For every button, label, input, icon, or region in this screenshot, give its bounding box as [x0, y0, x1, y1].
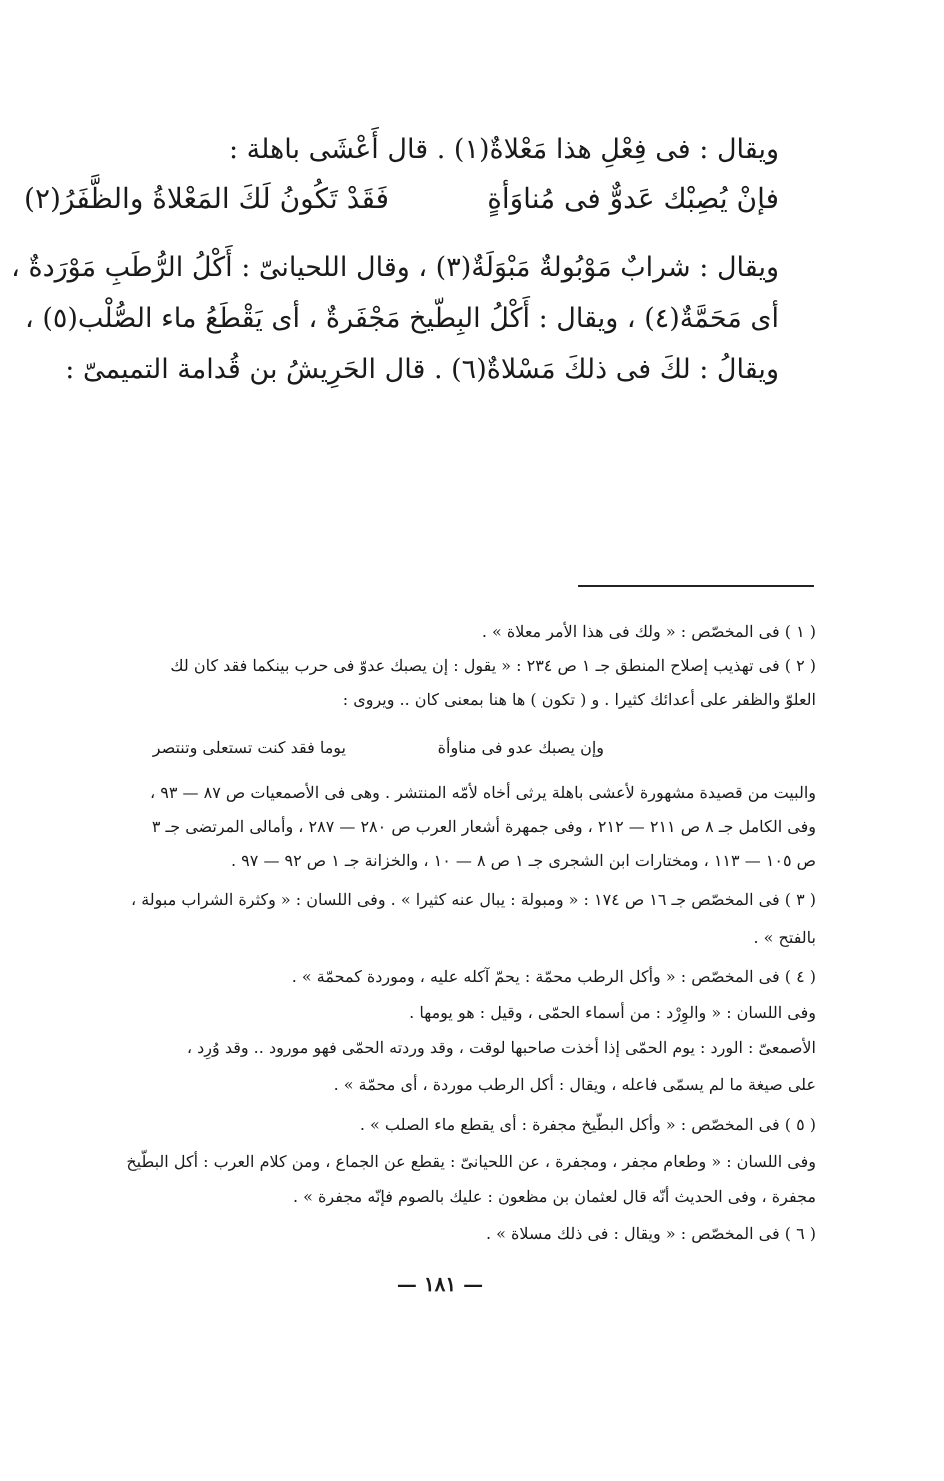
footnote-2-line-3: والبيت من قصيدة مشهورة لأعشى باهلة يرثى أخاه لأمّه المنتشر . وهى فى الأصمعيات ص ٨٧ — ٩٣ ، — [150, 783, 816, 802]
verse-hemistich-second: فَقَدْ تَكُونُ لَكَ المَعْلاةُ والظَّفَرُ(٢) — [24, 182, 389, 215]
main-text-line-4: أى مَحَمَّةٌ(٤) ، ويقال : أَكْلُ البِطّيخ مَجْفَرةٌ ، أى يَقْطَعُ ماء الصُّلْب(٥) ، — [25, 303, 779, 334]
footnote-4-line-2: وفى اللسان : « والوِرْد : من أسماء الحمّى ، وقيل : هو يومها . — [409, 1003, 816, 1022]
footnote-2-line-2: العلوّ والظفر على أعدائك كثيرا . و ( تكون ) ها هنا بمعنى كان .. ويروى : — [342, 690, 816, 709]
page-number: — ١٨١ — — [396, 1272, 484, 1296]
footnote-5-line-1: ( ٥ ) فى المخصّص : « وأكل البطّيخ مجفرة : أى يقطع ماء الصلب » . — [359, 1115, 816, 1134]
main-text-line-3: ويقال : شرابٌ مَوْبُولةٌ مَبْوَلَةٌ(٣) ، وقال اللحيانىّ : أَكْلُ الرُّطَبِ مَوْرَدةٌ ، — [11, 252, 779, 283]
main-verse — [24, 182, 779, 232]
footnote-4-line-1: ( ٤ ) فى المخصّص : « وأكل الرطب محمّة : يحمّ آكله عليه ، وموردة كمحمّة » . — [291, 967, 816, 986]
footnote-verse-hemistich-second: يوما فقد كنت تستعلى وتنتصر — [152, 738, 346, 757]
footnote-3-line-1: ( ٣ ) فى المخصّص جـ ١٦ ص ١٧٤ : « ومبولة : يبال عنه كثيرا » . وفى اللسان : « وكثرة الشراب مبولة ، — [130, 890, 816, 909]
footnote-separator — [578, 585, 814, 587]
footnote-2-verse — [64, 738, 816, 766]
footnote-3-line-2: بالفتح » . — [753, 928, 816, 947]
footnote-verse-hemistich-first: وإن يصبك عدو فى مناوأة — [437, 738, 604, 757]
footnote-2-line-4: وفى الكامل جـ ٨ ص ٢١١ — ٢١٢ ، وفى جمهرة أشعار العرب ص ٢٨٠ — ٢٨٧ ، وأمالى المرتضى جـ ٣ — [151, 817, 816, 836]
footnote-6: ( ٦ ) فى المخصّص : « ويقال : فى ذلك مسلاة » . — [485, 1224, 816, 1243]
main-text-line-5: ويقالُ : لكَ فى ذلكَ مَسْلاةٌ(٦) . قال الحَرِيشُ بن قُدامة التميمىّ : — [65, 354, 779, 385]
footnote-5-line-3: مجفرة ، وفى الحديث أنّه قال لعثمان بن مظعون : عليك بالصوم فإنّه مجفرة » . — [293, 1187, 816, 1206]
main-text-line-1: ويقال : فى فِعْلِ هذا مَعْلاةٌ(١) . قال أَعْشَى باهلة : — [228, 134, 779, 165]
verse-hemistich-first: فإنْ يُصِبْك عَدوٌّ فى مُناوَأةٍ — [487, 182, 779, 215]
footnote-2-line-1: ( ٢ ) فى تهذيب إصلاح المنطق جـ ١ ص ٢٣٤ : « يقول : إن يصبك عدوّ فى حرب بينكما فقد كان لك — [170, 656, 816, 675]
footnote-4-line-4: على صيغة ما لم يسمّى فاعله ، ويقال : أكل الرطب موردة ، أى محمّة » . — [333, 1075, 816, 1094]
footnote-5-line-2: وفى اللسان : « وطعام مجفر ، ومجفرة ، عن اللحيانىّ : يقطع عن الجماع ، ومن كلام العرب : أكل البطّيخ — [126, 1152, 816, 1171]
footnote-2-line-5: ص ١٠٥ — ١١٣ ، ومختارات ابن الشجرى جـ ١ ص ٨ — ١٠ ، والخزانة جـ ١ ص ٩٢ — ٩٧ . — [231, 851, 816, 870]
footnote-4-line-3: الأصمعىّ : الورد : يوم الحمّى إذا أخذت صاحبها لوقت ، وقد وردته الحمّى فهو مورود .. وقد وُرِد ، — [186, 1038, 816, 1057]
footnote-1: ( ١ ) فى المخصّص : « ولك فى هذا الأمر معلاة » . — [481, 622, 816, 641]
